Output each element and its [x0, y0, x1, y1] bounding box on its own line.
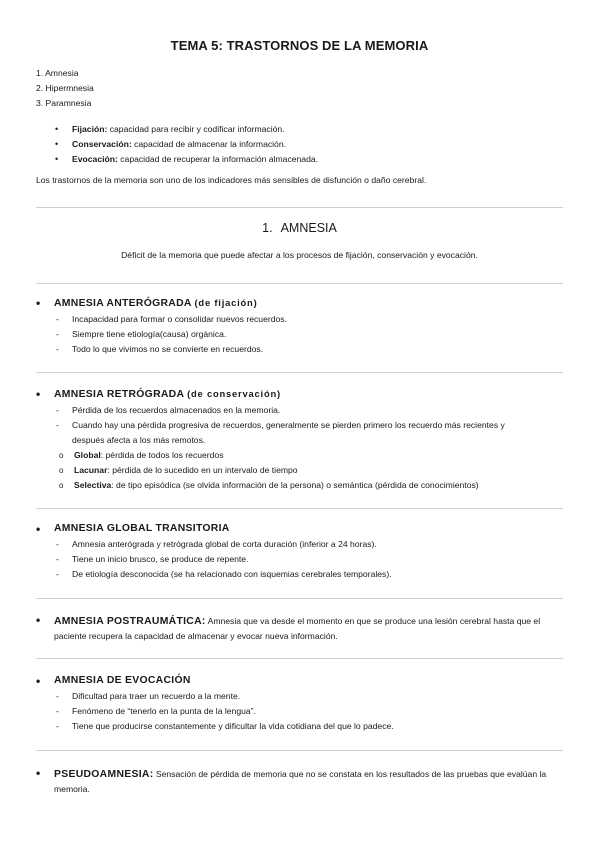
dash-icon: -	[56, 569, 59, 579]
list-item	[36, 567, 566, 582]
item-list	[36, 312, 566, 357]
item-list	[36, 689, 566, 734]
list-item	[36, 342, 566, 357]
subsection-note: (de fijación)	[194, 297, 258, 308]
subsection-heading	[36, 675, 566, 686]
circle-bullet-icon: o	[59, 466, 64, 475]
list-item-text: Tiene un inicio brusco, se produce de repente.	[72, 554, 249, 564]
divider	[36, 372, 563, 373]
toc-item: 3. Paramnesia	[36, 98, 92, 108]
subitem-text: : de tipo episódica (se olvida información de la persona) o semántica (pérdida de conocimientos)	[111, 480, 479, 490]
list-item	[36, 552, 566, 567]
list-item-text: Cuando hay una pérdida progresiva de recuerdos, generalmente se pierden primero los recuerdo más recientes y después afecta a los más remotos.	[72, 420, 505, 445]
subsection-heading	[36, 523, 566, 534]
dash-icon: -	[56, 329, 59, 339]
list-item-text: Todo lo que vivimos no se convierte en recuerdos.	[72, 344, 264, 354]
amnesia-retrograda-section	[36, 388, 566, 493]
inline-definition	[36, 767, 566, 797]
definition-term: Conservación:	[72, 139, 132, 149]
list-item-text: Pérdida de los recuerdos almacenados en la memoria.	[72, 405, 281, 415]
list-item	[36, 403, 566, 418]
subsection-heading	[36, 297, 566, 309]
bullet-icon: •	[36, 522, 41, 536]
list-item	[36, 689, 566, 704]
list-item	[36, 327, 566, 342]
bullet-icon: •	[55, 124, 59, 134]
bullet-icon: •	[36, 674, 41, 688]
definition-text: capacidad de almacenar la información.	[131, 139, 287, 149]
definition-text: Amnesia que va desde el momento en que se produce una lesión cerebral hasta que el paciente recupera la capacidad de almacenar y evocar nueva información.	[54, 616, 541, 641]
list-item	[36, 537, 566, 552]
subitem-term: Global	[74, 450, 101, 460]
subsection-note: (de conservación)	[187, 388, 281, 399]
definition-text: capacidad para recibir y codificar información.	[107, 124, 285, 134]
definition-item	[56, 137, 318, 152]
section-label: AMNESIA	[280, 221, 337, 235]
list-item-text: Tiene que producirse constantemente y dificultar la vida cotidiana del que lo padece.	[72, 721, 394, 731]
bullet-icon: •	[36, 766, 41, 780]
subsection-heading	[36, 388, 566, 400]
subsection-title: PSEUDOAMNESIA:	[54, 769, 154, 780]
intro-paragraph: Los trastornos de la memoria son uno de los indicadores más sensibles de disfunción o daño cerebral.	[36, 175, 427, 185]
subsection-title: AMNESIA RETRÓGRADA	[54, 389, 184, 400]
circle-bullet-icon: o	[59, 481, 64, 490]
subsection-title: AMNESIA DE EVOCACIÓN	[54, 675, 191, 686]
bullet-icon: •	[55, 154, 59, 164]
dash-icon: -	[56, 420, 59, 430]
subsection-title: AMNESIA ANTERÓGRADA	[54, 298, 192, 309]
dash-icon: -	[56, 554, 59, 564]
circle-bullet-icon: o	[59, 451, 64, 460]
inline-definition	[36, 614, 566, 644]
divider	[36, 750, 563, 751]
divider	[36, 207, 563, 208]
definition-term: Evocación:	[72, 154, 118, 164]
dash-icon: -	[56, 539, 59, 549]
amnesia-evocacion-section	[36, 675, 566, 734]
list-item-text: De etiología desconocida (se ha relacionado con isquemias cerebrales temporales).	[72, 569, 392, 579]
divider	[36, 508, 563, 509]
amnesia-anterograda-section	[36, 297, 566, 357]
pseudoamnesia-section	[36, 767, 566, 797]
definition-item	[56, 152, 318, 167]
list-item-text: Siempre tiene etiología(causa) orgánica.	[72, 329, 227, 339]
amnesia-postraumatica-section	[36, 614, 566, 644]
page-title: TEMA 5: TRASTORNOS DE LA MEMORIA	[170, 38, 429, 53]
toc-item: 2. Hipermnesia	[36, 83, 94, 93]
section-heading	[0, 221, 599, 235]
divider	[36, 598, 563, 599]
divider	[36, 658, 563, 659]
list-item-text: Amnesia anterógrada y retrógrada global de corta duración (inferior a 24 horas).	[72, 539, 377, 549]
subitem-text: : pérdida de todos los recuerdos	[100, 450, 224, 460]
definition-item	[56, 122, 318, 137]
list-item-text: Fenómeno de “tenerlo en la punta de la lengua”.	[72, 706, 256, 716]
definition-text: capacidad de recuperar la información almacenada.	[117, 154, 319, 164]
dash-icon: -	[56, 344, 59, 354]
bullet-icon: •	[36, 613, 41, 627]
subitem-term: Selectiva	[74, 480, 112, 490]
list-subitem	[36, 448, 566, 463]
bullet-icon: •	[55, 139, 59, 149]
section-number: 1.	[262, 221, 273, 235]
list-item-text: Incapacidad para formar o consolidar nuevos recuerdos.	[72, 314, 287, 324]
definition-term: Fijación:	[72, 124, 108, 134]
bullet-icon: •	[36, 296, 41, 310]
subsection-title: AMNESIA POSTRAUMÁTICA:	[54, 616, 206, 627]
section-subtitle: Déficit de la memoria que puede afectar a los procesos de fijación, conservación y evocación.	[121, 250, 478, 260]
divider	[36, 283, 563, 284]
dash-icon: -	[56, 721, 59, 731]
list-subitem	[36, 463, 566, 478]
list-item	[36, 312, 566, 327]
definitions-list	[56, 122, 318, 167]
subsection-title: AMNESIA GLOBAL TRANSITORIA	[54, 523, 230, 534]
dash-icon: -	[56, 314, 59, 324]
amnesia-global-transitoria-section	[36, 523, 566, 582]
item-list	[36, 403, 566, 493]
toc-item: 1. Amnesia	[36, 68, 79, 78]
definition-text: Sensación de pérdida de memoria que no se constata en los resultados de las pruebas que evalúan la memoria.	[54, 769, 547, 794]
list-item	[36, 418, 532, 448]
list-item	[36, 704, 566, 719]
list-item	[36, 719, 566, 734]
subitem-term: Lacunar	[74, 465, 108, 475]
subitem-text: : pérdida de lo sucedido en un intervalo de tiempo	[107, 465, 298, 475]
table-of-contents	[36, 66, 94, 111]
dash-icon: -	[56, 405, 59, 415]
bullet-icon: •	[36, 387, 41, 401]
dash-icon: -	[56, 691, 59, 701]
list-item-text: Dificultad para traer un recuerdo a la mente.	[72, 691, 241, 701]
item-list	[36, 537, 566, 582]
dash-icon: -	[56, 706, 59, 716]
list-subitem	[36, 478, 566, 493]
